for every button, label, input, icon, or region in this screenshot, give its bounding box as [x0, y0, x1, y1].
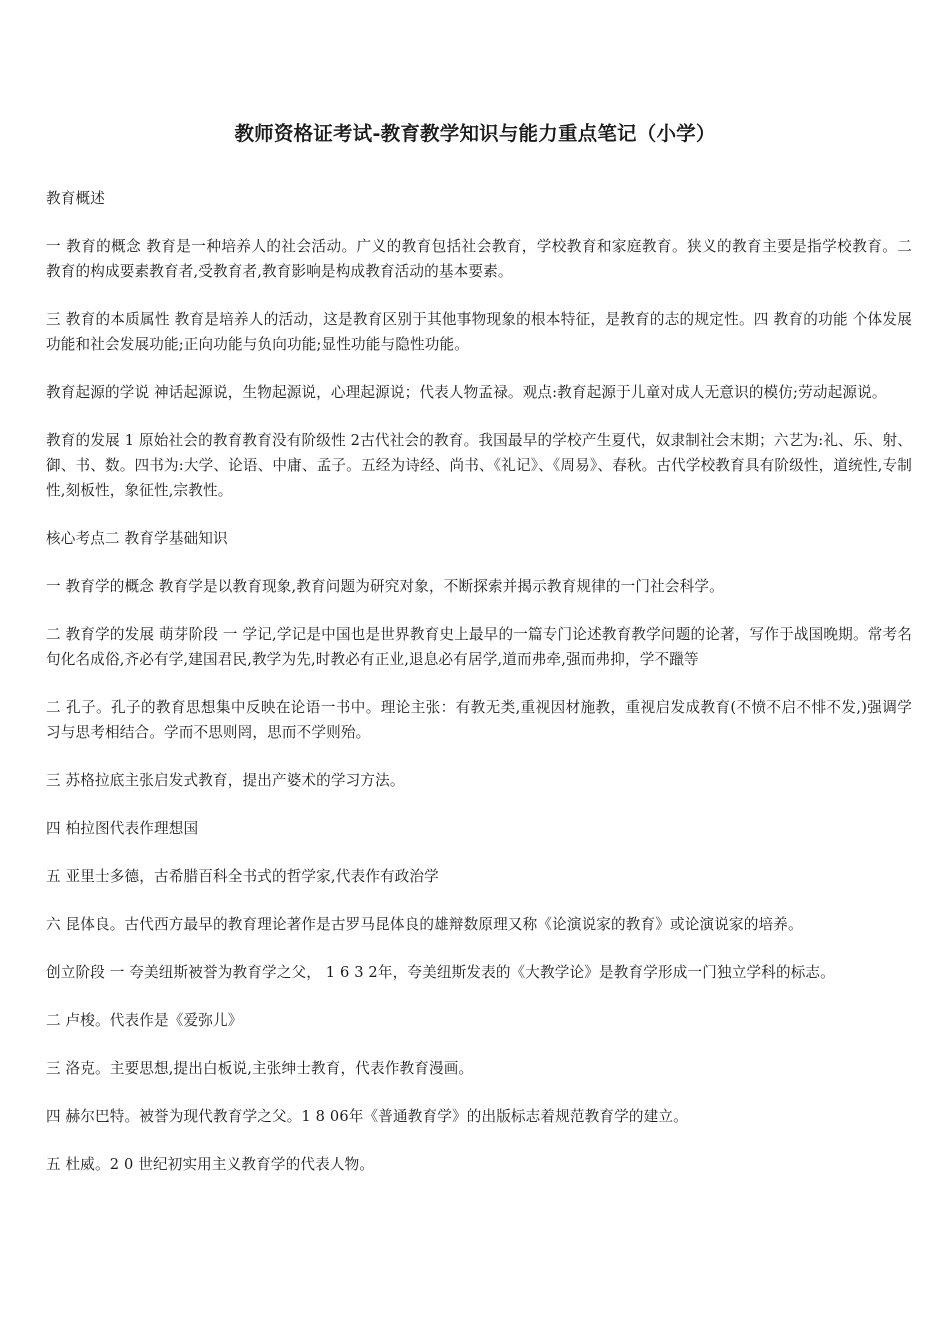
paragraph-comenius: 创立阶段 一 夸美纽斯被誉为教育学之父， 1 6 3 2年，夸美纽斯发表的《大教学论》是教育学形成一门独立学科的标志。 — [46, 964, 835, 981]
paragraph-education-origin: 教育起源的学说 神话起源说，生物起源说，心理起源说；代表人物孟禄。观点:教育起源于儿童对成人无意识的模仿;劳动起源说。 — [46, 384, 887, 401]
section-heading-education-overview: 教育概述 — [46, 190, 105, 207]
document-body — [46, 186, 912, 1200]
document-title: 教师资格证考试-教育教学知识与能力重点笔记（小学） — [234, 122, 716, 145]
paragraph-education-concept: 一 教育的概念 教育是一种培养人的社会活动。广义的教育包括社会教育，学校教育和家庭教育。狭义的教育主要是指学校教育。二 教育的构成要素教育者,受教育者,教育影响是构成教育活动的基本要素。 — [46, 238, 912, 280]
paragraph-quintilian: 六 昆体良。古代西方最早的教育理论著作是古罗马昆体良的雄辩数原理又称《论演说家的教育》或论演说家的培养。 — [46, 916, 803, 933]
section-heading-core-point-two: 核心考点二 教育学基础知识 — [46, 530, 228, 547]
paragraph-plato: 四 柏拉图代表作理想国 — [46, 820, 199, 837]
paragraph-herbart: 四 赫尔巴特。被誉为现代教育学之父。1 8 06年《普通教育学》的出版标志着规范教育学的建立。 — [46, 1108, 688, 1125]
paragraph-xueji: 二 教育学的发展 萌芽阶段 一 学记,学记是中国也是世界教育史上最早的一篇专门论述教育教学问题的论著，写作于战国晚期。常考名句化名成俗,齐必有学,建国君民,教学为先,时教必有正业,退息必有居学,道而弗牵,强而弗抑，学不躐等 — [46, 626, 912, 668]
paragraph-pedagogy-concept: 一 教育学的概念 教育学是以教育现象,教育问题为研究对象，不断探索并揭示教育规律的一门社会科学。 — [46, 578, 724, 595]
paragraph-confucius: 二 孔子。孔子的教育思想集中反映在论语一书中。理论主张：有教无类,重视因材施教，重视启发成教育(不愤不启不悱不发,)强调学习与思考相结合。学而不思则罔，思而不学则殆。 — [46, 699, 912, 741]
paragraph-socrates: 三 苏格拉底主张启发式教育，提出产婆术的学习方法。 — [46, 772, 405, 789]
paragraph-aristotle: 五 亚里士多德，古希腊百科全书式的哲学家,代表作有政治学 — [46, 868, 439, 885]
paragraph-education-development: 教育的发展 1 原始社会的教育教育没有阶级性 2古代社会的教育。我国最早的学校产生夏代，奴隶制社会末期；六艺为:礼、乐、射、御、书、数。四书为:大学、论语、中庸、孟子。五经为诗经、尚书、《礼记》、《周易》、春秋。古代学校教育具有阶级性，道统性,专制性,刻板性，象征性,宗教性。 — [46, 432, 912, 499]
paragraph-dewey: 五 杜威。2 0 世纪初实用主义教育学的代表人物。 — [46, 1156, 375, 1173]
paragraph-education-nature: 三 教育的本质属性 教育是培养人的活动，这是教育区别于其他事物现象的根本特征，是教育的志的规定性。四 教育的功能 个体发展功能和社会发展功能;正向功能与负向功能;显性功能与隐性功能。 — [46, 311, 912, 353]
paragraph-rousseau: 二 卢梭。代表作是《爱弥儿》 — [46, 1012, 243, 1029]
paragraph-locke: 三 洛克。主要思想,提出白板说,主张绅士教育，代表作教育漫画。 — [46, 1060, 474, 1077]
